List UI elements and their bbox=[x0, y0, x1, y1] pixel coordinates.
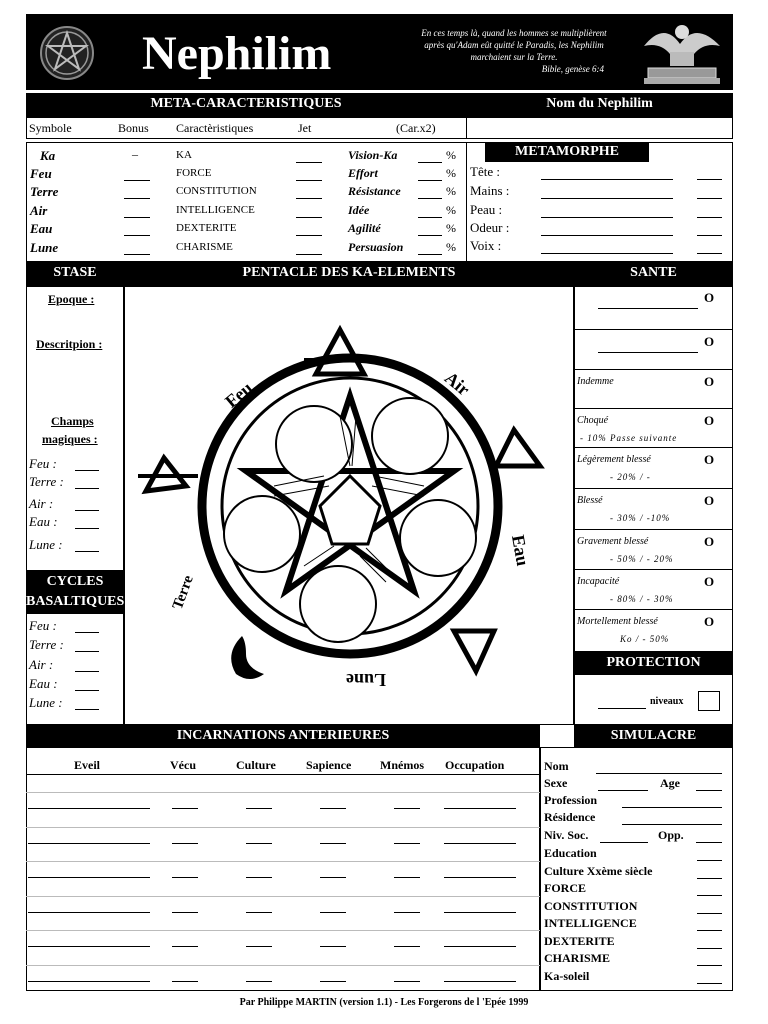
incarnation-field[interactable] bbox=[246, 843, 272, 844]
sim-opp-line[interactable] bbox=[696, 842, 722, 843]
simulacre-field-value[interactable] bbox=[697, 948, 722, 949]
symbole-label: Terre bbox=[30, 184, 59, 199]
header-banner bbox=[26, 14, 733, 90]
symbole-label: Lune bbox=[30, 240, 59, 255]
symbole-label: Feu bbox=[30, 166, 52, 181]
carac-label: CHARISME bbox=[176, 241, 233, 253]
cycle-element-label: Terre : bbox=[29, 637, 64, 652]
incarnation-col-header: Vécu bbox=[170, 758, 196, 772]
pentacle-title-bar: PENTACLE DES KA-ELEMENTS bbox=[124, 262, 574, 286]
incarnation-field[interactable] bbox=[444, 843, 516, 844]
quote-line: marchaient sur la Terre. bbox=[470, 52, 558, 62]
incarnation-row-separator bbox=[26, 861, 540, 862]
incarnation-field[interactable] bbox=[28, 912, 150, 913]
simulacre-field-label: INTELLIGENCE bbox=[544, 916, 637, 930]
cycles-title-1: CYCLES bbox=[46, 574, 104, 589]
stase-element-field[interactable] bbox=[75, 551, 99, 552]
jet-field[interactable] bbox=[296, 180, 322, 181]
bible-quote bbox=[404, 27, 624, 75]
sim-niv-soc-line[interactable] bbox=[600, 842, 648, 843]
metamorphe-score[interactable] bbox=[697, 198, 722, 199]
sante-label: Blessé bbox=[577, 495, 603, 506]
sante-modifier: - 20% / - bbox=[610, 472, 651, 482]
sante-checkbox[interactable]: O bbox=[704, 452, 715, 467]
cycle-element-label: Lune : bbox=[29, 695, 63, 710]
sim-residence-line[interactable] bbox=[622, 824, 722, 825]
simulacre-field-value[interactable] bbox=[697, 878, 722, 879]
nom-title-bar: Nom du Nephilim bbox=[466, 93, 733, 117]
jet-field[interactable] bbox=[296, 162, 322, 163]
incarnation-field[interactable] bbox=[246, 946, 272, 947]
sim-residence: Résidence bbox=[544, 810, 596, 824]
bonus-field[interactable] bbox=[124, 217, 150, 218]
carac-label: CONSTITUTION bbox=[176, 185, 257, 197]
incarnation-row-separator bbox=[26, 965, 540, 966]
jet-field[interactable] bbox=[296, 254, 322, 255]
metamorphe-label: Odeur : bbox=[470, 220, 510, 235]
sante-checkbox[interactable]: O bbox=[704, 614, 715, 629]
incarnation-row-separator bbox=[26, 792, 540, 793]
bonus-field[interactable] bbox=[124, 235, 150, 236]
incarnation-field[interactable] bbox=[320, 912, 346, 913]
sim-sexe: Sexe bbox=[544, 776, 568, 790]
winged-statue-icon bbox=[634, 16, 730, 88]
sante-title-bar: SANTE bbox=[574, 262, 733, 286]
metamorphe-label: Peau : bbox=[470, 202, 503, 217]
incarnation-field[interactable] bbox=[444, 808, 516, 809]
stase-element-label: Terre : bbox=[29, 474, 64, 489]
bonus-field[interactable] bbox=[124, 254, 150, 255]
stase-title-bar: STASE bbox=[26, 262, 124, 286]
pct-label: % bbox=[446, 240, 456, 254]
col-carx2: (Car.x2) bbox=[396, 121, 436, 135]
derived-field[interactable] bbox=[418, 180, 442, 181]
incarnation-col-header: Sapience bbox=[306, 758, 352, 772]
nom-input[interactable] bbox=[466, 117, 733, 139]
sante-modifier: - 50% / - 20% bbox=[610, 554, 674, 564]
label-feu: Feu bbox=[221, 377, 257, 412]
symbole-label: Eau bbox=[30, 221, 53, 236]
sante-custom-field[interactable] bbox=[598, 308, 698, 309]
simulacre-field-value[interactable] bbox=[697, 983, 722, 984]
incarnation-col-header: Eveil bbox=[74, 758, 100, 772]
incarnation-field[interactable] bbox=[320, 946, 346, 947]
metamorphe-field[interactable] bbox=[541, 235, 673, 236]
incarnation-row-separator bbox=[26, 827, 540, 828]
metamorphe-title-bar: METAMORPHE bbox=[485, 142, 649, 162]
protection-input[interactable] bbox=[698, 691, 720, 711]
sante-label: Incapacité bbox=[577, 576, 620, 587]
champs-label-1: Champs bbox=[51, 414, 94, 428]
simulacre-field-label: Education bbox=[544, 846, 597, 860]
incarnation-field[interactable] bbox=[394, 843, 420, 844]
pentagram-logo-icon bbox=[38, 25, 96, 81]
incarnation-field[interactable] bbox=[444, 877, 516, 878]
cycle-element-label: Feu : bbox=[29, 618, 57, 633]
derived-field[interactable] bbox=[418, 198, 442, 199]
label-lune: Lune bbox=[345, 670, 386, 690]
incarnation-field[interactable] bbox=[246, 808, 272, 809]
sante-custom-field[interactable] bbox=[598, 352, 698, 353]
incarnations-title-bar: INCARNATIONS ANTERIEURES bbox=[26, 725, 540, 747]
bonus-value: – bbox=[132, 147, 138, 161]
symbole-label: Air bbox=[30, 203, 48, 218]
sante-label: Légèrement blessé bbox=[577, 454, 651, 465]
cycles-title-bar bbox=[26, 571, 124, 613]
incarnation-field[interactable] bbox=[172, 808, 198, 809]
derived-field[interactable] bbox=[418, 254, 442, 255]
sante-checkbox[interactable]: O bbox=[704, 413, 715, 428]
incarnation-field[interactable] bbox=[394, 946, 420, 947]
metamorphe-field[interactable] bbox=[541, 217, 673, 218]
sim-sexe-line[interactable] bbox=[598, 790, 648, 791]
quote-line: après qu'Adam eût quitté le Paradis, les Nephilim bbox=[424, 40, 604, 50]
bonus-field[interactable] bbox=[124, 198, 150, 199]
sim-nom-line[interactable] bbox=[596, 773, 722, 774]
incarnation-field[interactable] bbox=[394, 877, 420, 878]
cycles-title-2: BASALTIQUES bbox=[26, 594, 125, 609]
sim-profession-line[interactable] bbox=[622, 807, 722, 808]
description-label: Descritpion : bbox=[36, 337, 103, 351]
derived-label: Persuasion bbox=[348, 240, 404, 254]
sante-modifier: - 30% / -10% bbox=[610, 513, 671, 523]
metamorphe-label: Voix : bbox=[470, 238, 502, 253]
sante-modifier: - 10% Passe suivante bbox=[580, 433, 678, 443]
meta-title-bar: META-CARACTERISTIQUES bbox=[26, 93, 466, 117]
moon-crescent-icon bbox=[231, 636, 264, 679]
fire-triangle-icon bbox=[496, 430, 540, 466]
stase-element-field[interactable] bbox=[75, 470, 99, 471]
derived-label: Effort bbox=[348, 166, 378, 180]
sim-profession: Profession bbox=[544, 793, 598, 807]
derived-label: Idée bbox=[348, 203, 370, 217]
stase-element-label: Lune : bbox=[29, 537, 63, 552]
sante-checkbox[interactable]: O bbox=[704, 574, 715, 589]
metamorphe-label: Tête : bbox=[470, 164, 500, 179]
simulacre-field-value[interactable] bbox=[697, 860, 722, 861]
incarnation-field[interactable] bbox=[172, 946, 198, 947]
col-carac: Caractèristiques bbox=[176, 121, 254, 135]
sante-checkbox[interactable]: O bbox=[704, 334, 715, 349]
symbole-label: Ka bbox=[40, 148, 56, 163]
carac-label: KA bbox=[176, 149, 192, 161]
cycle-element-label: Air : bbox=[29, 657, 54, 672]
stase-element-field[interactable] bbox=[75, 528, 99, 529]
incarnation-field[interactable] bbox=[172, 981, 198, 982]
derived-field[interactable] bbox=[418, 162, 442, 163]
champs-label-2: magiques : bbox=[42, 432, 98, 446]
sim-age: Age bbox=[660, 776, 680, 790]
stase-element-field[interactable] bbox=[75, 488, 99, 489]
jet-field[interactable] bbox=[296, 217, 322, 218]
incarnation-field[interactable] bbox=[246, 912, 272, 913]
cycle-element-field[interactable] bbox=[75, 709, 99, 710]
jet-field[interactable] bbox=[296, 198, 322, 199]
stase-element-field[interactable] bbox=[75, 510, 99, 511]
derived-label: Résistance bbox=[348, 184, 401, 198]
incarnation-field[interactable] bbox=[172, 877, 198, 878]
stase-element-label: Eau : bbox=[29, 514, 58, 529]
label-air: Air bbox=[440, 367, 474, 400]
epoque-label: Epoque : bbox=[48, 292, 95, 306]
sante-modifier: - 80% / - 30% bbox=[610, 594, 674, 604]
incarnation-field[interactable] bbox=[394, 912, 420, 913]
cycle-element-field[interactable] bbox=[75, 690, 99, 691]
cycle-element-field[interactable] bbox=[75, 671, 99, 672]
bonus-field[interactable] bbox=[124, 180, 150, 181]
incarnation-row-separator bbox=[26, 896, 540, 897]
sante-label: Indemme bbox=[577, 376, 614, 387]
metamorphe-field[interactable] bbox=[541, 198, 673, 199]
metamorphe-field[interactable] bbox=[541, 179, 673, 180]
simulacre-field-value[interactable] bbox=[697, 930, 722, 931]
stase-element-label: Air : bbox=[29, 496, 54, 511]
incarnation-field[interactable] bbox=[246, 981, 272, 982]
metamorphe-score[interactable] bbox=[697, 253, 722, 254]
simulacre-field-value[interactable] bbox=[697, 895, 722, 896]
sante-modifier: Ko / - 50% bbox=[620, 634, 670, 644]
niveaux-label: niveaux bbox=[650, 696, 684, 707]
carac-label: INTELLIGENCE bbox=[176, 204, 255, 216]
sante-label: Mortellement blessé bbox=[577, 616, 658, 627]
derived-label: Vision-Ka bbox=[348, 148, 398, 162]
simulacre-title-bar: SIMULACRE bbox=[574, 725, 733, 747]
incarnation-field[interactable] bbox=[320, 877, 346, 878]
sante-checkbox[interactable]: O bbox=[704, 534, 715, 549]
carac-label: FORCE bbox=[176, 167, 212, 179]
incarnation-field[interactable] bbox=[394, 808, 420, 809]
air-triangle-icon bbox=[316, 330, 364, 374]
cycle-element-label: Eau : bbox=[29, 676, 58, 691]
simulacre-field-label: CONSTITUTION bbox=[544, 898, 638, 913]
quote-source: Bible, genèse 6:4 bbox=[541, 64, 604, 74]
incarnation-field[interactable] bbox=[28, 808, 150, 809]
sim-niv-soc: Niv. Soc. bbox=[544, 828, 589, 842]
incarnation-field[interactable] bbox=[28, 843, 150, 844]
incarnation-field[interactable] bbox=[444, 912, 516, 913]
incarnation-field[interactable] bbox=[246, 877, 272, 878]
sim-opp: Opp. bbox=[658, 828, 684, 842]
cycle-element-field[interactable] bbox=[75, 632, 99, 633]
incarnation-field[interactable] bbox=[320, 808, 346, 809]
incarnation-row-separator bbox=[26, 930, 540, 931]
cycle-element-field[interactable] bbox=[75, 651, 99, 652]
metamorphe-label: Mains : bbox=[470, 183, 510, 198]
derived-field[interactable] bbox=[418, 217, 442, 218]
jet-field[interactable] bbox=[296, 235, 322, 236]
col-symbole: Symbole bbox=[29, 121, 72, 135]
incarnations-box bbox=[26, 747, 540, 991]
incarnation-col-header: Mnémos bbox=[380, 758, 424, 772]
sante-checkbox[interactable]: O bbox=[704, 493, 715, 508]
incarnation-field[interactable] bbox=[444, 981, 516, 982]
pct-label: % bbox=[446, 221, 456, 235]
carac-label: DEXTERITE bbox=[176, 222, 237, 234]
page-title: Nephilim bbox=[142, 27, 332, 80]
incarnation-field[interactable] bbox=[172, 843, 198, 844]
protection-title-bar: PROTECTION bbox=[574, 652, 733, 674]
sante-label: Gravement blessé bbox=[577, 536, 649, 547]
metamorphe-field[interactable] bbox=[541, 253, 673, 254]
sante-label: Choqué bbox=[577, 415, 609, 426]
sante-checkbox[interactable]: O bbox=[704, 290, 715, 305]
incarnation-col-header: Culture bbox=[236, 758, 276, 772]
derived-field[interactable] bbox=[418, 235, 442, 236]
metamorphe-score[interactable] bbox=[697, 217, 722, 218]
quote-line: En ces temps là, quand les hommes se multiplièrent bbox=[421, 28, 607, 38]
metamorphe-score[interactable] bbox=[697, 179, 722, 180]
pct-label: % bbox=[446, 166, 456, 180]
label-terre: Terre bbox=[169, 573, 197, 612]
simulacre-field-value[interactable] bbox=[697, 965, 722, 966]
simulacre-field-label: Ka-soleil bbox=[544, 968, 590, 983]
col-bonus: Bonus bbox=[118, 121, 149, 135]
label-eau: Eau bbox=[507, 533, 534, 568]
sante-checkbox[interactable]: O bbox=[704, 374, 715, 389]
incarnation-field[interactable] bbox=[320, 843, 346, 844]
pct-label: % bbox=[446, 184, 456, 198]
simulacre-field-label: DEXTERITE bbox=[544, 933, 615, 948]
incarnation-field[interactable] bbox=[172, 912, 198, 913]
simulacre-field-value[interactable] bbox=[697, 913, 722, 914]
incarnation-field[interactable] bbox=[320, 981, 346, 982]
simulacre-field-label: Culture Xxème siècle bbox=[544, 863, 653, 878]
pct-label: % bbox=[446, 148, 456, 162]
footer-credit: Par Philippe MARTIN (version 1.1) - Les Forgerons de l 'Epée 1999 bbox=[239, 997, 529, 1008]
sim-nom: Nom bbox=[544, 759, 569, 773]
water-triangle-icon bbox=[454, 631, 494, 671]
incarnation-field[interactable] bbox=[394, 981, 420, 982]
pct-label: % bbox=[446, 203, 456, 217]
incarnation-field[interactable] bbox=[28, 877, 150, 878]
col-jet: Jet bbox=[298, 121, 312, 135]
metamorphe-score[interactable] bbox=[697, 235, 722, 236]
incarnation-field[interactable] bbox=[444, 946, 516, 947]
incarnations-header-line bbox=[26, 774, 540, 775]
stase-element-label: Feu : bbox=[29, 456, 57, 471]
derived-label: Agilité bbox=[348, 221, 381, 235]
incarnation-col-header: Occupation bbox=[445, 758, 505, 772]
simulacre-field-label: FORCE bbox=[544, 881, 586, 895]
pentacle-drawing bbox=[124, 286, 574, 725]
sim-age-line[interactable] bbox=[696, 790, 722, 791]
incarnation-field[interactable] bbox=[28, 981, 150, 982]
incarnation-field[interactable] bbox=[28, 946, 150, 947]
protection-line bbox=[598, 708, 646, 709]
simulacre-field-label: CHARISME bbox=[544, 951, 611, 965]
